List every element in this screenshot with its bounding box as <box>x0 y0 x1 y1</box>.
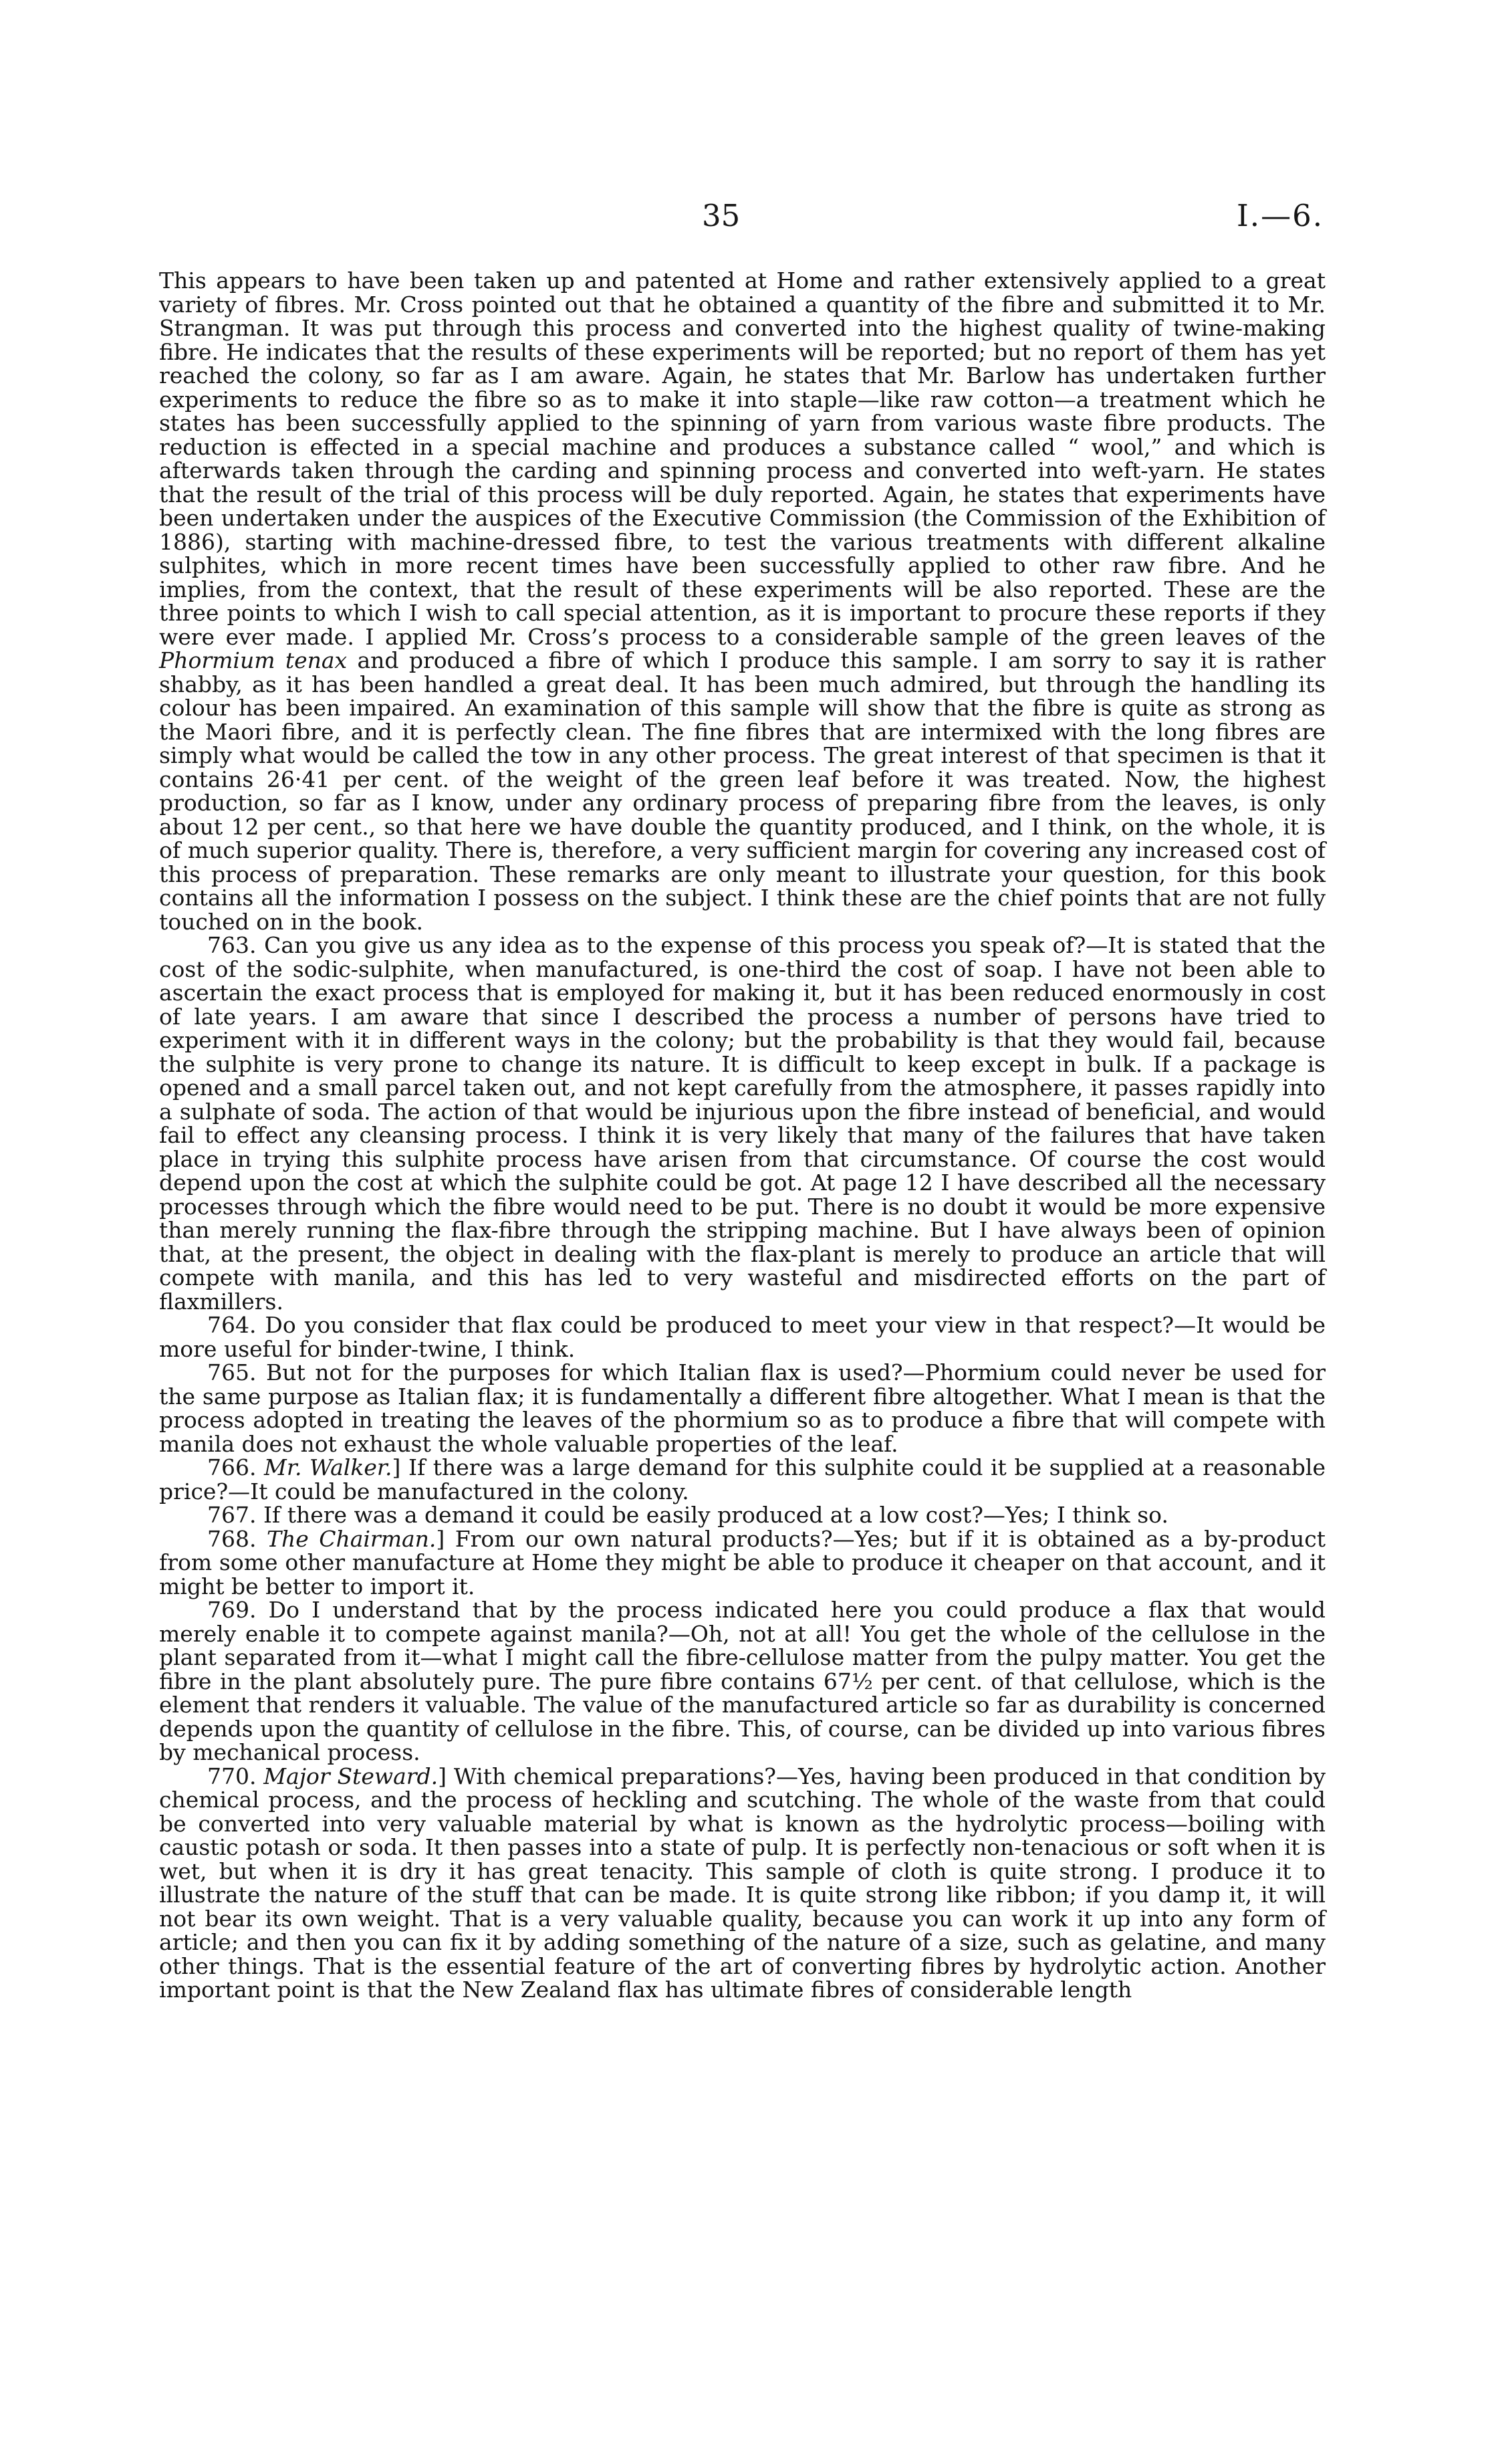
speaker-name: Major Steward. <box>263 1763 439 1789</box>
paragraph-766 <box>159 1456 1326 1503</box>
paragraph-768 <box>159 1527 1326 1599</box>
text-run: 767. If there was a demand it could be easily produced at a low cost?—Yes; I think so. <box>207 1502 1168 1528</box>
speaker-name: The Chairman. <box>266 1525 437 1552</box>
text-run: 766. <box>207 1454 265 1480</box>
paragraph-769 <box>159 1598 1326 1765</box>
text-run: ] If there was a large demand for this sulphite could it be supplied at a reasonable price?—It could be manufactured in the colony. <box>159 1454 1326 1504</box>
text-run: and produced a fibre of which I produce this sample. I am sorry to say it is rather shabby, as it has been handled a great deal. It has been much admired, but through the handling its colour has been impaired. An examination of this sample will show that the fibre is quite as strong as the Maori fibre, and it is perfectly clean. The fine fibres that are intermixed with the long fibres are simply what would be called the tow in any other process. The great interest of that specimen is that it contains 26·41 per cent. of the weight of the green leaf before it was treated. Now, the highest production, so far as I know, under any ordinary process of preparing fibre from the leaves, is only about 12 per cent., so that here we have double the quantity produced, and I think, on the whole, it is of much superior quality. There is, therefore, a very sufficient margin for covering any increased cost of this process of preparation. These remarks are only meant to illustrate your question, for this book contains all the information I possess on the subject. I think these are the chief points that are not fully touched on in the book. <box>159 647 1326 935</box>
speaker-name: Mr. Walker. <box>264 1454 392 1480</box>
paragraph-767 <box>159 1503 1326 1527</box>
paragraph-765 <box>159 1361 1326 1456</box>
text-run: 763. Can you give us any idea as to the expense of this process you speak of?—It is stated that the cost of the sodic-sulphite, when manufactured, is one-third the cost of soap. I have not been able to ascertain the exact process that is employed for making it, but it has been reduced enormously in cost of late years. I am aware that since I described the process a number of persons have tried to experiment with it in different ways in the colony; but the probability is that they would fail, because the sulphite is very prone to change its nature. It is difficult to keep except in bulk. If a package is opened and a small parcel taken out, and not kept carefully from the atmosphere, it passes rapidly into a sulphate of soda. The action of that would be injurious upon the fibre instead of beneficial, and would fail to effect any cleansing process. I think it is very likely that many of the failures that have taken place in trying this sulphite process have arisen from that circumstance. Of course the cost would depend upon the cost at which the sulphite could be got. At page 12 I have described all the necessary processes through which the fibre would need to be put. There is no doubt it would be more expensive than merely running the flax-fibre through the stripping machine. But I have always been of opinion that, at the present, the object in dealing with the flax-plant is merely to produce an article that will compete with manila, and this has led to very wasteful and misdirected efforts on the part of flaxmillers. <box>159 932 1326 1315</box>
text-run: 764. Do you consider that flax could be produced to meet your view in that respect?—It would be more useful for binder-twine, I think. <box>159 1312 1326 1362</box>
text-run: 769. Do I understand that by the process indicated here you could produce a flax that would merely enable it to compete against manila?—Oh, not at all! You get the whole of the cellulose in the plant separated from it—what I might call the fibre-cellulose matter from the pulpy matter. You get the fibre in the plant absolutely pure. The pure fibre contains 67½ per cent. of that cellulose, which is the element that renders it valuable. The value of the manufactured article so far as durability is concerned depends upon the quantity of cellulose in the fibre. This, of course, can be divided up into various fibres by mechanical process. <box>159 1597 1326 1765</box>
text-run: ] From our own natural products?—Yes; but if it is obtained as a by-product from some other manufacture at Home they might be able to produce it cheaper on that account, and it might be better to import it. <box>159 1525 1326 1599</box>
document-reference: I.—6. <box>1237 198 1324 233</box>
page-number: 35 <box>702 198 741 233</box>
paragraph-763 <box>159 933 1326 1313</box>
paragraph-continuation <box>159 269 1326 933</box>
paragraph-770 <box>159 1765 1326 2002</box>
body-text <box>159 269 1326 2002</box>
paragraph-764 <box>159 1313 1326 1361</box>
text-run: 768. <box>207 1525 267 1552</box>
text-run: 770. <box>207 1763 264 1789</box>
text-run: This appears to have been taken up and patented at Home and rather extensively applied to a great variety of fibres. Mr. Cross pointed out that he obtained a quantity of the fibre and submitted it to Mr. Strangman. It was put through this process and converted into the highest quality of twine-making fibre. He indicates that the results of these experiments will be reported; but no report of them has yet reached the colony, so far as I am aware. Again, he states that Mr. Barlow has undertaken further experiments to reduce the fibre so as to make it into staple—like raw cotton—a treatment which he states has been successfully applied to the spinning of yarn from various waste fibre products. The reduction is effected in a special machine and produces a substance called “ wool,” and which is afterwards taken through the carding and spinning process and converted into weft-yarn. He states that the result of the trial of this process will be duly reported. Again, he states that experiments have been undertaken under the auspices of the Executive Commission (the Commission of the Exhibition of 1886), starting with machine-dressed fibre, to test the various treatments with different alkaline sulphites, which in more recent times have been successfully applied to other raw fibre. And he implies, from the context, that the result of these experiments will be also reported. These are the three points to which I wish to call special attention, as it is important to procure these reports if they were ever made. I applied Mr. Cross’s process to a considerable sample of the green leaves of the <box>159 267 1326 650</box>
text-run: ] With chemical preparations?—Yes, having been produced in that condition by chemical process, and the process of heckling and scutching. The whole of the waste from that could be converted into very valuable material by what is known as the hydrolytic process—boiling with caustic potash or soda. It then passes into a state of pulp. It is perfectly non-tenacious or soft when it is wet, but when it is dry it has great tenacity. This sample of cloth is quite strong. I produce it to illustrate the nature of the stuff that can be made. It is quite strong like ribbon; if you damp it, it will not bear its own weight. That is a very valuable quality, because you can work it up into any form of article; and then you can fix it by adding something of the nature of a size, such as gelatine, and many other things. That is the essential feature of the art of converting fibres by hydrolytic action. Another important point is that the New Zealand flax has ultimate fibres of considerable length <box>159 1763 1326 2003</box>
text-run: 765. But not for the purposes for which Italian flax is used?—Phormium could never be used for the same purpose as Italian flax; it is fundamentally a different fibre altogether. What I mean is that the process adopted in treating the leaves of the phormium so as to produce a fibre that will compete with manila does not exhaust the whole valuable properties of the leaf. <box>159 1359 1326 1457</box>
italic-term: Phormium tenax <box>159 647 348 673</box>
